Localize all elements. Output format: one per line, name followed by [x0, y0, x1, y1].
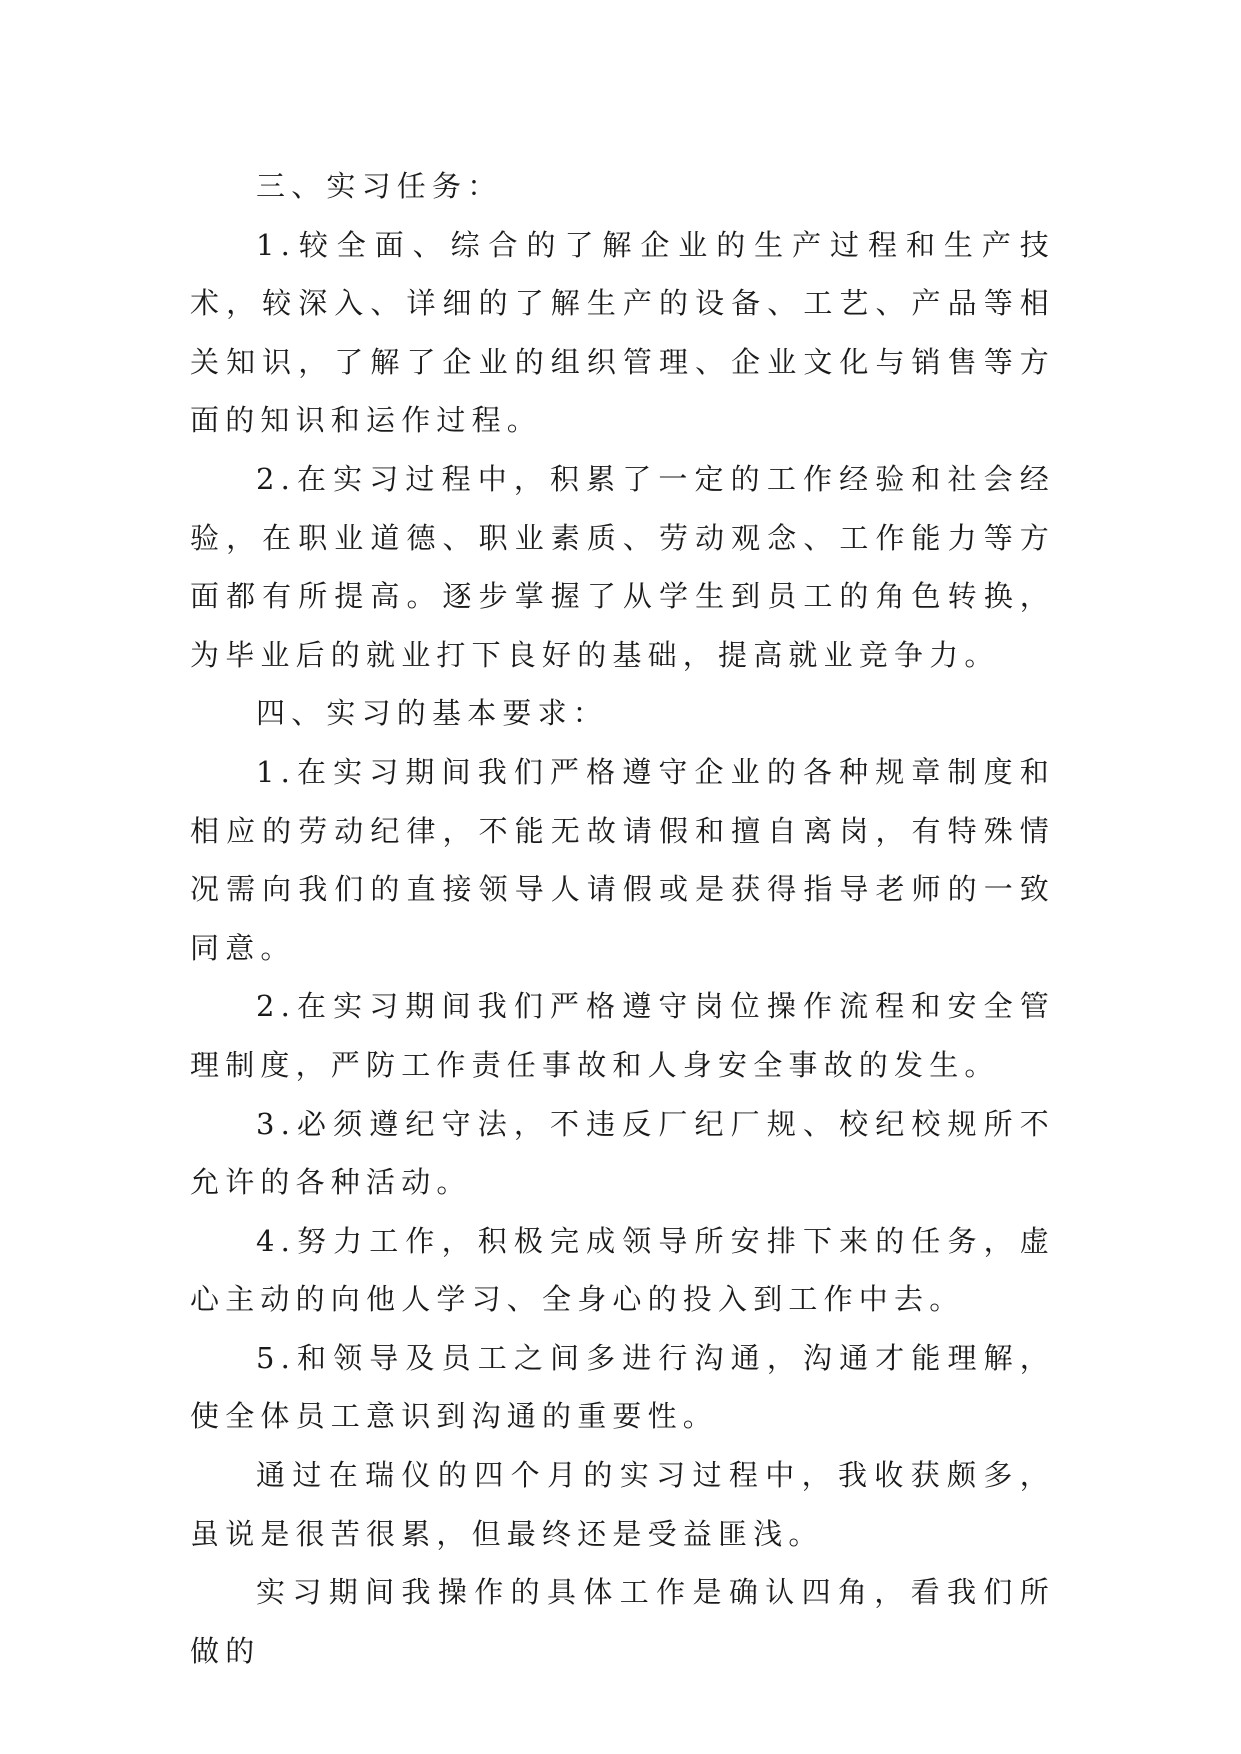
- document-body: [190, 157, 1055, 1680]
- paragraph-requirement-5: 5.和领导及员工之间多进行沟通，沟通才能理解，使全体员工意识到沟通的重要性。: [190, 1340, 1055, 1434]
- paragraph-work-description: 实习期间我操作的具体工作是确认四角，看我们所做的: [190, 1575, 1055, 1668]
- paragraph-requirement-1: 1.在实习期间我们严格遵守企业的各种规章制度和相应的劳动纪律，不能无故请假和擅自离岗，有特殊情况需向我们的直接领导人请假或是获得指导老师的一致同意。: [190, 754, 1055, 965]
- section-heading-basic-requirements: 四、实习的基本要求：: [256, 696, 609, 731]
- paragraph-requirement-2: 2.在实习期间我们严格遵守岗位操作流程和安全管理制度，严防工作责任事故和人身安全事故的发生。: [190, 989, 1055, 1082]
- paragraph-requirement-3: 3.必须遵纪守法，不违反厂纪厂规、校纪校规所不允许的各种活动。: [190, 1106, 1055, 1200]
- section-heading-internship-tasks: 三、实习任务：: [256, 169, 503, 203]
- paragraph-task-1: 1.较全面、综合的了解企业的生产过程和生产技术，较深入、详细的了解生产的设备、工艺、产品等相关知识，了解了企业的组织管理、企业文化与销售等方面的知识和运作过程。: [190, 227, 1055, 438]
- paragraph-requirement-4: 4.努力工作，积极完成领导所安排下来的任务，虚心主动的向他人学习、全身心的投入到工作中去。: [190, 1223, 1055, 1317]
- paragraph-task-2: 2.在实习过程中，积累了一定的工作经验和社会经验，在职业道德、职业素质、劳动观念、工作能力等方面都有所提高。逐步掌握了从学生到员工的角色转换，为毕业后的就业打下良好的基础，提高就业竞争力。: [190, 461, 1055, 672]
- paragraph-reflection: 通过在瑞仪的四个月的实习过程中，我收获颇多，虽说是很苦很累，但最终还是受益匪浅。: [190, 1458, 1055, 1551]
